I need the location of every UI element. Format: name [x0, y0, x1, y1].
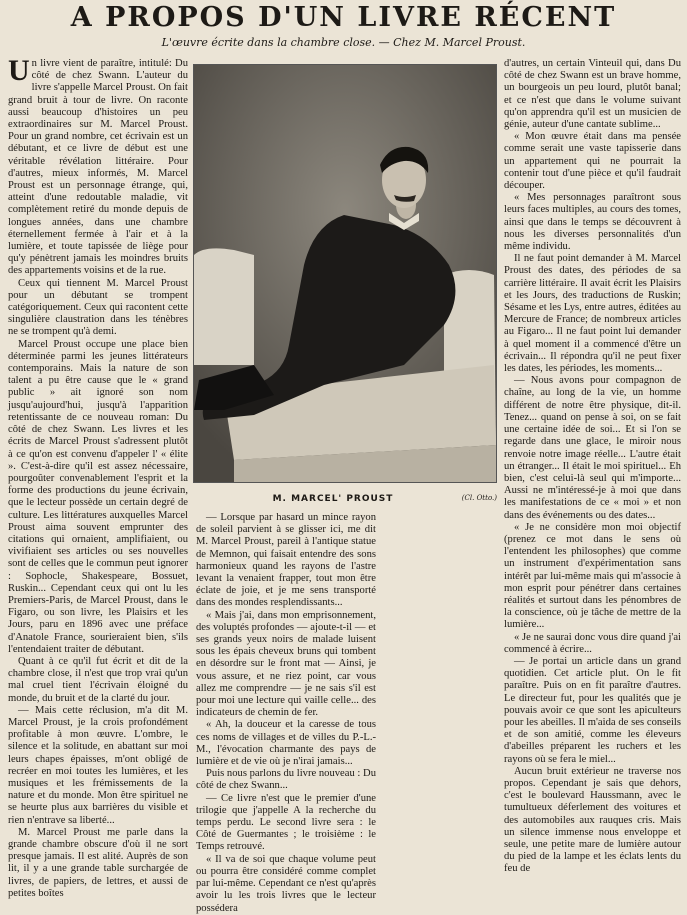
paragraph: Marcel Proust occupe une place bien déterminée parmi les jeunes littérateurs contemporains. Mais la nature de son talent a pu être cause que le « grand public » ait ignoré son nom jusqu'aujourd'hui, jusqu'à l'apparition retentissante de ce nouveau roman: Du côté de chez Swann. Les livres et les écrits de Marcel Proust s'adressent plutôt à ce qu'on est convenu d'appeler l' « élite ». C'est-à-dire qu'il est assez nécessaire, pourgoûter convenablement l'esprit et la forme des productions du jeune écrivain, que le lecteur possède un certain degré de culture. Les littératures auxquelles Marcel Proust aima souvent emprunter des citations qui ornaient, amplifiaient, ou vivifiaient ses articles ou ses nouvelles sont de celles que le commun peut ignorer : Sophocle, Shakespeare, Bossuet, Ruskin... Cependant ceux qui ont lu les Premiers-Paris, de Marcel Proust, dans le Figaro, ou son livre, les Plaisirs et les Jours, paru en 1896 avec une préface d'Anatole France, sourieraient bien, s'ils l'entendaient traiter de débutant.	[8, 338, 188, 655]
paragraph: « Mais j'ai, dans mon emprisonnement, des voluptés profondes — ajoute-t-il — et ses grands yeux noirs de malade luisent sous les épais cheveux bruns qui tombent en désordre sur le front mat — Ainsi, je vous assure, et ne riez point, car vous allez me comprendre — je ne sais s'il est pour moi une lecture qui vaille celle... des indicateurs de chemin de fer.	[196, 609, 376, 719]
paragraph: — Je portai un article dans un grand quotidien. Cet article plut. On le fit paraître. Puis on en fit paraître d'autres. Le directeur fut, pour les qualités que je pouvais avoir ce que sont les apiculteurs pour les abeilles. Il m'aida de ses conseils et de son amitié, comme les éleveurs d'abeilles préparent les ruchers et les rayons où se fera le miel...	[504, 655, 681, 765]
paragraph: « Ah, la douceur et la caresse de tous ces noms de villages et de villes du P.-L.-M., l'évocation charmante des pays de lumière et de vie où je n'irai jamais...	[196, 719, 376, 768]
paragraph: « Je ne saurai donc vous dire quand j'ai commencé à écrire...	[504, 631, 681, 655]
paragraph: d'autres, un certain Vinteuil qui, dans Du côté de chez Swann est un brave homme, un bourgeois un peu lourd, plutôt banal; et ce n'est que dans le volume suivant qu'on apprendra qu'il est un musicien de génie, auteur d'une cantate sublime...	[504, 58, 681, 131]
photo-credit: (Cl. Otto.)	[461, 494, 497, 502]
paragraph: Un livre vient de paraître, intitulé: Du côté de chez Swann. L'auteur du livre s'appelle Marcel Proust. On fait grand bruit à tour de livre. On raconte aussi beaucoup d'histoires un peu extraordinaires sur M. Marcel Proust. Pour un grand nombre, cet écrivain est un débutant, et ce livre de début est une véritable révélation littéraire. Pour d'autres, mieux informés, M. Marcel Proust est un personnage étrange, qui, atteint d'une redoutable maladie, vit complètement retiré du monde depuis de longues années, dans une chambre éternellement fermée à l'air et à la lumière, et toute tapissée de liège pour qu'y pénètrent jamais les moindres bruits des appartements voisins et de la rue.	[8, 54, 188, 277]
column-1	[8, 54, 188, 899]
paragraph: — Ce livre n'est que le premier d'une trilogie que j'appelle A la recherche du temps perdu. Le second livre sera : le Côté de Guermantes ; le troisième : le Temps retrouvé.	[196, 792, 376, 853]
drop-cap: U	[8, 54, 30, 87]
paragraph: — Nous avons pour compagnon de chaîne, au long de la vie, un homme différent de notre être physique, dit-il. Tenez... quand on pense à soi, on se fait une certaine idée de soi... Et si l'on se regarde dans une glace, le miroir nous renvoie notre image réelle... L'autre était un étranger... Il était le moi spirituel... Eh bien, c'est celui-là seul qui m'importe... Aussi ne m'intéressé-je à moi que dans les manifestations de ce « moi » et non dans des événements ou des dates...	[504, 375, 681, 521]
caption-text: M. MARCEL' PROUST	[272, 494, 394, 504]
paragraph: — Mais cette réclusion, m'a dit M. Marcel Proust, je la crois profondément profitable à mon œuvre. L'ombre, le silence et la solitude, en abattant sur moi leurs chapes épaisses, m'ont obligé de recréer en moi toutes les lumières, et les musiques et les frémissements de la nature et du monde. Mon être spirituel ne se heurte plus aux barrières du visible et rien n'entrave sa liberté...	[8, 704, 188, 826]
portrait-photo	[193, 64, 497, 483]
article-title: A PROPOS D'UN LIVRE RÉCENT	[70, 2, 617, 33]
paragraph: « Il va de soi que chaque volume peut ou pourra être considéré comme complet par lui-même. Cependant ce n'est qu'après avoir lu les trois livres que le lecteur possédera	[196, 853, 376, 914]
photo-caption	[193, 494, 497, 508]
paragraph: Il ne faut point demander à M. Marcel Proust des dates, des périodes de sa carrière littéraire. Il avait écrit les Plaisirs et les Jours, des traductions de Ruskin; Sésame et les Lys, entre autres, éditées au Mercure de France; de nombreux articles au Figaro... Il ne faut point lui demander à quel moment il a commencé d'être un écrivain... Il répondra qu'il ne peut fixer les dates, les périodes, les moments...	[504, 253, 681, 375]
paragraph: « Mes personnages paraîtront sous leurs faces multiples, au cours des tomes, ainsi que dans le temps se découvrent à nous les diverses personnalités d'un même individu.	[504, 192, 681, 253]
column-2	[196, 512, 376, 914]
paragraph: Ceux qui tiennent M. Marcel Proust pour un débutant se trompent catégoriquement. Ceux qui racontent cette singulière claustration dans les ténèbres ne se trompent qu'à demi.	[8, 277, 188, 338]
paragraph: Quant à ce qu'il fut écrit et dit de la chambre close, il n'est que trop vrai qu'un mal cruel tient l'écrivain éloigné du monde, du bruit et de la clarté du jour.	[8, 655, 188, 704]
column-3	[504, 58, 681, 875]
paragraph: Puis nous parlons du livre nouveau : Du côté de chez Swann...	[196, 768, 376, 792]
article-subtitle: L'œuvre écrite dans la chambre close. — Chez M. Marcel Proust.	[161, 36, 526, 49]
paragraph: « Je ne considère mon moi objectif (prenez ce mot dans le sens où l'entendent les philosophes) que comme un instrument d'expérimentation sans intérêt par lui-même mais qui m'associe à mon esprit pour pénétrer dans certaines réalités et surtout dans les pénombres de la conscience, où je tâche de mettre de la lumière...	[504, 521, 681, 631]
paragraph: — Lorsque par hasard un mince rayon de soleil parvient à se glisser ici, me dit M. Marcel Proust, pareil à l'antique statue de Memnon, qui faisait entendre des sons harmonieux quand les rayons de l'astre levant la venaient frapper, tout mon être éclate de joie, et je me sens transporté dans des mondes resplendissants...	[196, 512, 376, 609]
paragraph: « Mon œuvre était dans ma pensée comme serait une vaste tapisserie dans un appartement qui ne pourrait la contenir tout d'une pièce et qu'il faudrait découper.	[504, 131, 681, 192]
paragraph: Aucun bruit extérieur ne traverse nos propos. Cependant je sais que dehors, c'est le boulevard Haussmann, avec le tumultueux déferlement des voitures et des automobiles aux rauques cris. Mais un silence immense nous enveloppe et seule, une petite mare de lumière autour du pied de la lampe et les éclats lents du feu de	[504, 765, 681, 875]
paragraph: M. Marcel Proust me parle dans la grande chambre obscure d'où il ne sort presque jamais. Il est alité. Auprès de son lit, il y a une grande table surchargée de livres, de papiers, de lettres, et aussi de petites boîtes	[8, 826, 188, 899]
